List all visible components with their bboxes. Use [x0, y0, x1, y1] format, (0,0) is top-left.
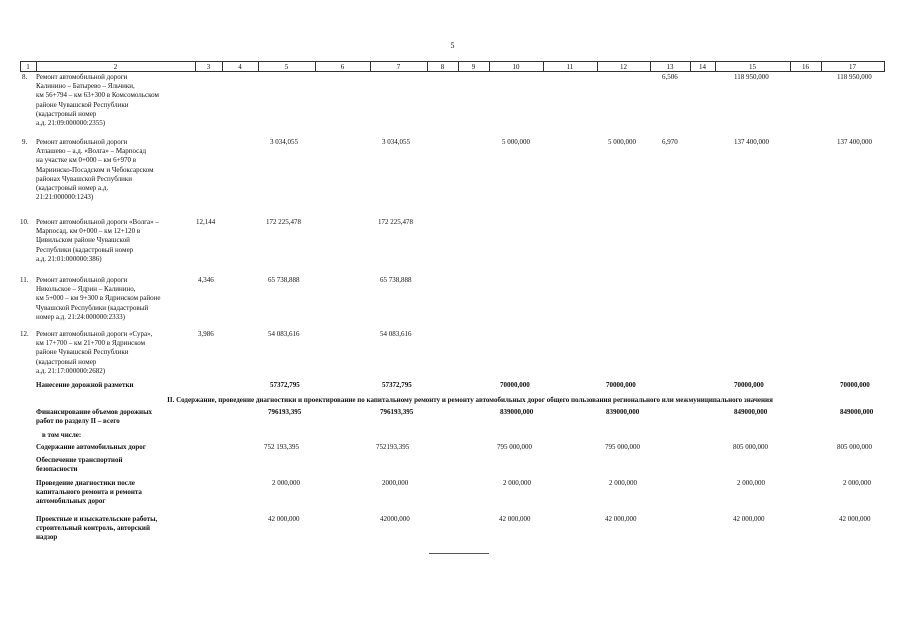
financing-row-label: Финансирование объемов дорожных работ по разделу II – всего	[36, 408, 153, 426]
row-number: 10.	[20, 218, 29, 226]
sub-row-col10: 42 000,000	[499, 515, 531, 523]
row-col13-value: 6,506	[662, 73, 678, 81]
sub-row-col10: 2 000,000	[503, 479, 531, 487]
row-description: Ремонт автомобильной дороги Никольское – Ядрин – Калинино, км 5+000 – км 9+300 в Ядринском районе Чувашской Республики (кадастровый номер а.д. 21:24:000000:2333)	[36, 276, 161, 321]
row-col15-value: 137 400,000	[734, 138, 769, 146]
sub-row-col12: 2 000,000	[609, 479, 637, 487]
header-col-16: 16	[802, 63, 809, 71]
sub-row-col15: 2 000,000	[737, 479, 765, 487]
row-col3-value: 4,346	[198, 276, 214, 284]
header-col-17: 17	[849, 63, 856, 71]
row-description: Ремонт автомобильной дороги «Сура», км 17+700 – км 21+700 в Ядринском районе Чувашской Республики (кадастровый номер а.д. 21:17:000000:2682)	[36, 330, 153, 375]
row-col5-value: 54 083,616	[268, 330, 300, 338]
sub-row-col10: 795 000,000	[497, 443, 532, 451]
sub-row-col5: 752 193,395	[264, 443, 299, 451]
sub-row-col12: 795 000,000	[605, 443, 640, 451]
sub-row-col17: 42 000,000	[839, 515, 871, 523]
sub-row-col15: 42 000,000	[733, 515, 765, 523]
sub-row-col5: 2 000,000	[272, 479, 300, 487]
sub-row-col7: 2000,000	[382, 479, 409, 487]
sub-row-col7: 752193,395	[376, 443, 410, 451]
financing-row-col5: 796193,395	[268, 408, 302, 416]
header-col-15: 15	[749, 63, 756, 71]
financing-row-col15: 849000,000	[734, 408, 768, 416]
header-col-9: 9	[471, 63, 476, 71]
footer-rule	[429, 553, 489, 554]
header-col-1: 1	[26, 63, 30, 71]
row-col17-value: 137 400,000	[837, 138, 872, 146]
header-col-2: 2	[113, 63, 118, 71]
row-col7-value: 3 034,055	[382, 138, 410, 146]
row-number: 9.	[22, 138, 28, 146]
section-title: II. Содержание, проведение диагностики и проектирование по капитальному ремонту и ремонту автомобильных дорог общего пользования регионального или межмуниципального значения	[167, 396, 773, 404]
sub-row-col17: 805 000,000	[837, 443, 872, 451]
sub-row-col7: 42000,000	[380, 515, 410, 523]
header-bottom-rule	[20, 71, 884, 72]
marking-row-col15: 70000,000	[734, 381, 764, 389]
row-col17-value: 118 950,000	[837, 73, 872, 81]
marking-row-col5: 57372,795	[270, 381, 300, 389]
row-description: Ремонт автомобильной дороги Калинино – Батырево – Яльчики, км 56+794 – км 63+300 в Комсомольском районе Чувашской Республики (кадастровый номер а.д. 21:09:000000:2355)	[36, 73, 159, 128]
row-number: 8.	[22, 73, 28, 81]
row-col5-value: 3 034,055	[270, 138, 298, 146]
header-col-14: 14	[699, 63, 706, 71]
marking-row-col17: 70000,000	[840, 381, 870, 389]
header-col-11: 11	[566, 63, 574, 71]
row-description: Ремонт автомобильной дороги Атлашево – а.д. «Волга» – Марпосад на участке км 0+000 – км 6+970 в Мариинско-Посадском и Чебоксарском районах Чувашской Республики (кадастровый номер а.д. 21:21:000000:1243)	[36, 138, 154, 202]
sub-row-label: Проектные и изыскательские работы, строительный контроль, авторский надзор	[36, 515, 158, 542]
row-col7-value: 65 738,888	[380, 276, 412, 284]
sub-row-col12: 42 000,000	[605, 515, 637, 523]
row-number: 12.	[20, 330, 29, 338]
sub-row-label: Проведение диагностики после капитального ремонта и ремонта автомобильных дорог	[36, 479, 142, 506]
header-col-4: 4	[238, 63, 242, 71]
sub-row-col17: 2 000,000	[843, 479, 871, 487]
header-col-13: 13	[666, 63, 674, 71]
header-col-3: 3	[206, 63, 211, 71]
page-number: 5	[450, 41, 455, 50]
sub-row-label: Содержание автомобильных дорог	[36, 443, 146, 451]
sub-row-col5: 42 000,000	[268, 515, 300, 523]
row-number: 11.	[20, 276, 29, 284]
header-col-8: 8	[440, 63, 445, 71]
financing-row-col10: 839000,000	[500, 408, 534, 416]
header-col-6: 6	[340, 63, 345, 71]
row-col5-value: 172 225,478	[266, 218, 301, 226]
row-col13-value: 6,970	[662, 138, 678, 146]
marking-row-col7: 57372,795	[382, 381, 412, 389]
sub-row-col15: 805 000,000	[733, 443, 768, 451]
header-divider	[884, 61, 885, 72]
financing-row-col12: 839000,000	[606, 408, 640, 416]
marking-row-col10: 70000,000	[500, 381, 530, 389]
row-col3-value: 3,986	[198, 330, 214, 338]
header-col-12: 12	[620, 63, 627, 71]
sub-row-label: Обеспечение транспортной безопасности	[36, 456, 123, 474]
row-col12-value: 5 000,000	[608, 138, 636, 146]
header-col-10: 10	[512, 63, 520, 71]
marking-row-col12: 70000,000	[606, 381, 636, 389]
row-col10-value: 5 000,000	[502, 138, 530, 146]
row-col3-value: 12,144	[196, 218, 216, 226]
row-col7-value: 54 083,616	[380, 330, 412, 338]
header-top-rule	[20, 61, 884, 62]
row-col5-value: 65 738,888	[268, 276, 300, 284]
financing-row-col17: 849000,000	[840, 408, 874, 416]
row-description: Ремонт автомобильной дороги «Волга» – Марпосад, км 0+000 – км 12+120 в Цивильском районе Чувашской Республики (кадастровый номер а.д. 21:01:000000:386)	[36, 218, 159, 263]
row-col15-value: 118 950,000	[734, 73, 769, 81]
row-col7-value: 172 225,478	[378, 218, 413, 226]
marking-row-label: Нанесение дорожной разметки	[36, 381, 134, 389]
financing-row-col7: 796193,395	[380, 408, 414, 416]
header-col-5: 5	[284, 63, 289, 71]
header-col-7: 7	[396, 63, 401, 71]
including-label: в том числе:	[42, 431, 82, 439]
